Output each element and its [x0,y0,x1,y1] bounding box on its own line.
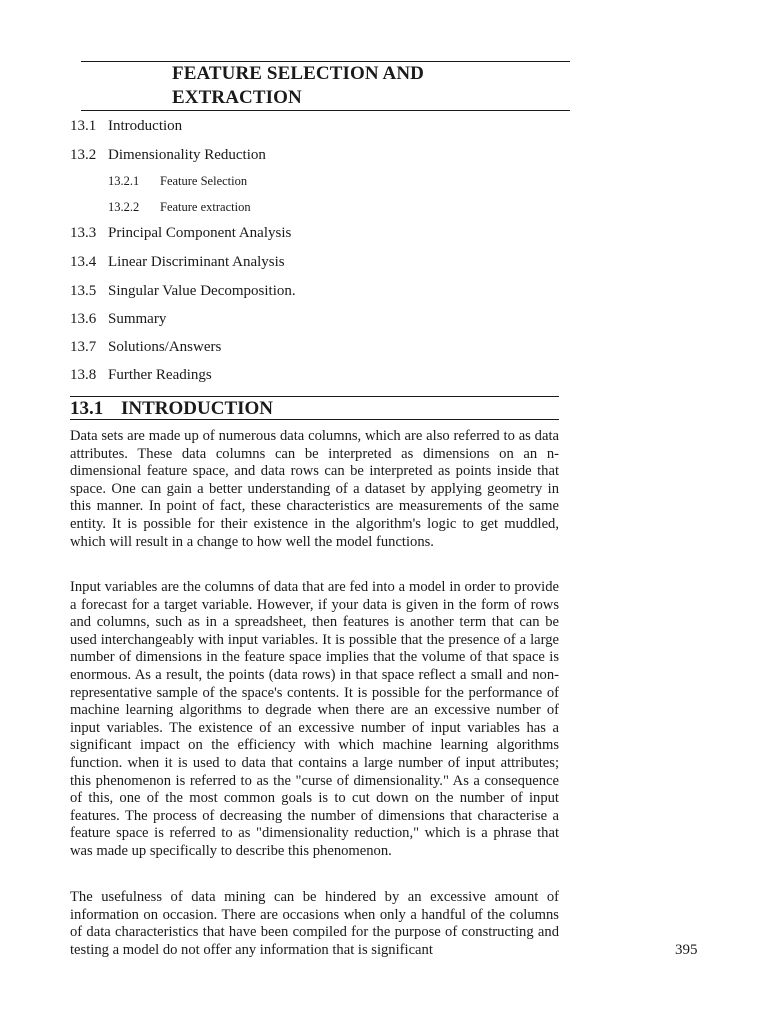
toc-item-label: Linear Discriminant Analysis [108,254,285,270]
toc-item-label: Principal Component Analysis [108,225,292,241]
toc-item-number: 13.5 [70,283,97,299]
toc-item-number: 13.2 [70,147,97,163]
body-paragraph: Input variables are the columns of data that are fed into a model in order to provide a forecast for a target variable. However, if your data is given in the form of rows and columns, such as in a spreadsheet, then features is another term that can be used interchangeably with input variables. It is possible that the presence of a large number of dimensions in the feature space implies that the volume of that space is enormous. As a result, the points (data rows) in that space reflect a small and non-representative sample of the space's contents. It is possible for the performance of machine learning algorithms to degrade when there are an excessive number of input variables. The existence of an excessive number of input variables has a significant impact on the efficiency with which machine learning algorithms function. when it is used to data that contains a large number of input attributes; this phenomenon is referred to as the "curse of dimensionality." As a consequence of this, one of the most common goals is to cut down on the number of input features. The process of decreasing the number of dimensions that characterise a feature space is referred to as "dimensionality reduction," which is a phrase that was made up specifically to describe this phenomenon. [70,579,559,859]
toc-item-number: 13.8 [70,367,97,383]
toc-item [70,117,182,135]
toc-item [70,282,296,300]
toc-item [70,253,285,271]
toc-item [70,146,266,164]
toc-item-number: 13.6 [70,311,97,327]
page-number: 395 [675,942,698,958]
section-title: INTRODUCTION [121,398,274,419]
toc-item-label: Further Readings [108,367,212,383]
header-bottom-rule [81,110,570,111]
toc-subitem [108,199,251,215]
section-heading [70,398,560,420]
toc-subitem-number: 13.2.2 [108,200,140,214]
toc-subitem [108,173,247,189]
body-paragraph: The usefulness of data mining can be hindered by an excessive amount of information on occasion. There are occasions when only a handful of the columns of data characteristics that have been compiled for the purpose of constructing and testing a model do not offer any information that is significant [70,889,559,958]
toc-item-label: Solutions/Answers [108,339,222,355]
toc-subitem-label: Feature Selection [160,174,248,188]
chapter-title: FEATURE SELECTION AND EXTRACTION [172,63,424,108]
toc-subitem-label: Feature extraction [160,200,251,214]
section-number: 13.1 [70,398,104,419]
toc-item-number: 13.4 [70,254,97,270]
section-bottom-rule [70,419,559,420]
toc-item [70,310,166,328]
section-top-rule [70,396,559,397]
toc-item-label: Introduction [108,118,183,134]
body-paragraph: Data sets are made up of numerous data columns, which are also referred to as data attributes. These data columns can be interpreted as dimensions on an n-dimensional feature space, and data rows can be interpreted as points inside that space. One can gain a better understanding of a dataset by applying geometry in this manner. In point of fact, these characteristics are measurements of the same entity. It is possible for their existence in the algorithm's logic to get muddled, which will result in a change to how well the model functions. [70,428,559,550]
toc-item [70,366,212,384]
toc-item-number: 13.1 [70,118,97,134]
toc-item-number: 13.7 [70,339,97,355]
toc-item-number: 13.3 [70,225,97,241]
toc-item-label: Singular Value Decomposition. [108,283,296,299]
toc-subitem-number: 13.2.1 [108,174,140,188]
toc-item-label: Summary [108,311,167,327]
toc-item [70,338,221,356]
toc-item [70,224,291,242]
toc-item-label: Dimensionality Reduction [108,147,266,163]
